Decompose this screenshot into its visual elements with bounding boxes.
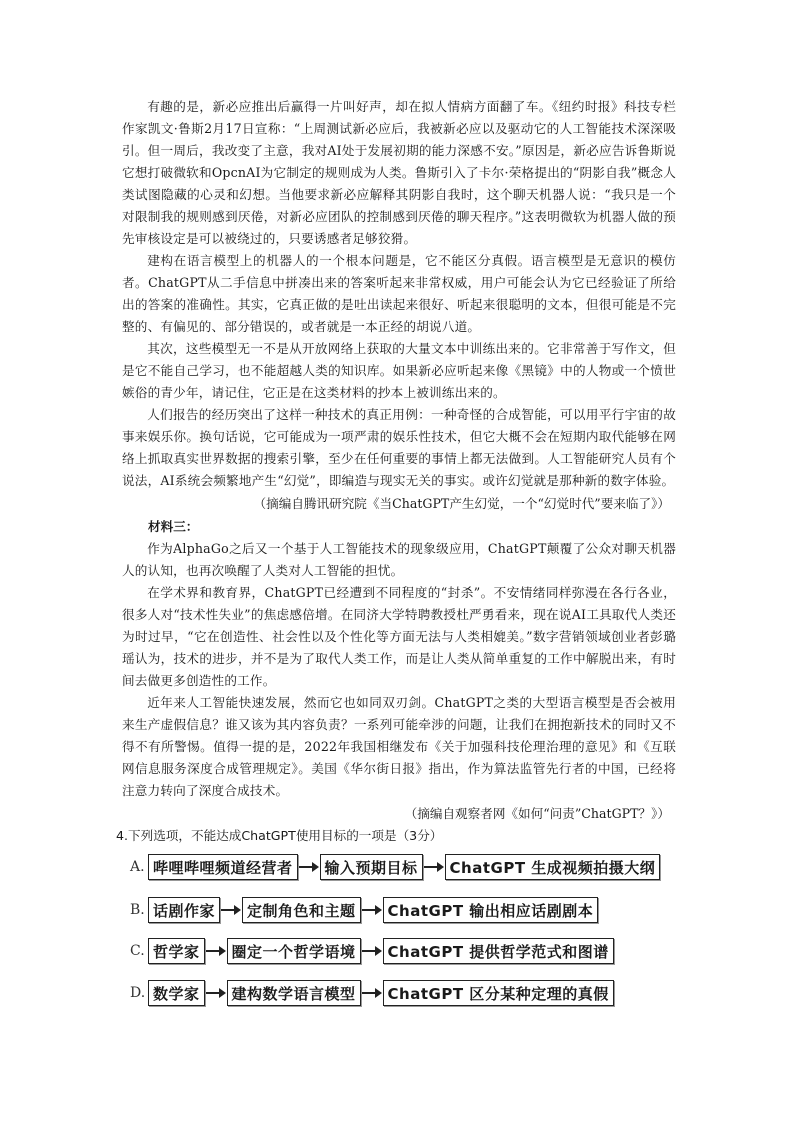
option-b[interactable] xyxy=(130,895,598,925)
paragraph-bing-hallucination: 有趣的是，新必应推出后赢得一片叫好声，却在拟人情病方面翻了车。《纽约时报》科技专栏作家凯文·鲁斯2月17日宣称：“上周测试新必应后，我被新必应以及驱动它的人工智能技术深深吸引。但一周后，我改变了主意，我对AI处于发展初期的能力深感不安。”原因是，新必应告诉鲁斯说它想打破微软和OpcnAI为它制定的规则成为人类。鲁斯引入了卡尔·荣格提出的“阴影自我”概念人类试图隐藏的心灵和幻想。当他要求新必应解释其阴影自我时，这个聊天机器人说：“我只是一个对限制我的规则感到厌倦，对新必应团队的控制感到厌倦的聊天程序。”这表明微软为机器人做的预先审核设定是可以被绕过的，只要诱感者足够狡猾。 xyxy=(122,99,676,246)
arrow-right-icon xyxy=(423,855,445,879)
option-step-box: 定制角色和主题 xyxy=(242,897,361,923)
paragraph-double-edged-sword: 近年来人工智能快速发展，然而它也如同双刃剑。ChatGPT之类的大型语言模型是否会被用来生产虚假信息？谁又该为其内容负责？一系列可能牵涉的问题，让我们在拥抱新技术的同时又不得不有所警惕。值得一提的是，2022年我国相继发布《关于加强科技伦理治理的意见》和《互联网信息服务深度合成管理规定》。美国《华尔街日报》指出，作为算法监管先行者的中国，已经将注意力转向了深度合成技术。 xyxy=(122,695,676,798)
arrow-right-icon xyxy=(205,939,227,963)
paragraph-hallucination-use-case: 人们报告的经历突出了这样一种技术的真正用例：一种奇怪的合成智能，可以用平行宇宙的故事来娱乐你。换句话说，它可能成为一项严肃的娱乐性技术，但它大概不会在短期内取代能够在网络上抓取真实世界数据的搜索引擎，至少在任何重要的事情上都无法做到。人工智能研究人员有个说法，AI系统会频繁地产生“幻觉”，即编造与现实无关的事实。或许幻觉就是那种新的数字体验。 xyxy=(122,407,676,488)
arrow-right-icon xyxy=(361,898,383,922)
arrow-right-icon xyxy=(361,939,383,963)
paragraph-alphago: 作为AlphaGo之后又一个基于人工智能技术的现象级应用，ChatGPT颠覆了公众对聊天机器人的认知，也再次唤醒了人类对人工智能的担忧。 xyxy=(122,541,676,578)
option-result-box: ChatGPT 提供哲学范式和图谱 xyxy=(383,938,614,964)
arrow-right-icon xyxy=(205,981,227,1005)
option-role-box: 哲学家 xyxy=(148,938,205,964)
option-result-box: ChatGPT 生成视频拍摄大纲 xyxy=(445,854,661,880)
option-d[interactable] xyxy=(130,978,614,1008)
material-three-heading: 材料三： xyxy=(148,519,199,534)
option-c[interactable] xyxy=(130,936,614,966)
source-citation-guancha: （摘编自观察者网《如何“问责”ChatGPT？》） xyxy=(404,806,670,821)
option-letter: D. xyxy=(130,985,146,1001)
arrow-right-icon xyxy=(361,981,383,1005)
reading-passage xyxy=(122,96,676,826)
paragraph-language-model-problem: 建构在语言模型上的机器人的一个根本问题是，它不能区分真假。语言模型是无意识的模仿者。ChatGPT从二手信息中拼凑出来的答案听起来非常权威，用户可能会认为它已经验证了所给出的答案的准确性。其实，它真正做的是吐出读起来很好、听起来很聪明的文本，但很可能是不完整的、有偏见的、部分错误的，或者就是一本正经的胡说八道。 xyxy=(122,253,676,334)
option-letter: C. xyxy=(130,943,145,959)
option-step-box: 圈定一个哲学语境 xyxy=(227,938,361,964)
option-letter: A. xyxy=(130,859,145,875)
option-step-box: 建构数学语言模型 xyxy=(227,980,361,1006)
option-role-box: 哔哩哔哩频道经营者 xyxy=(148,854,298,880)
option-result-box: ChatGPT 区分某种定理的真假 xyxy=(383,980,614,1006)
option-role-box: 数学家 xyxy=(148,980,205,1006)
question-stem: 4.下列选项，不能达成ChatGPT使用目标的一项是（3分） xyxy=(116,828,443,843)
source-citation-tencent: （摘编自腾讯研究院《当ChatGPT产生幻觉，一个“幻觉时代”要来临了》） xyxy=(253,496,670,511)
arrow-right-icon xyxy=(220,898,242,922)
option-result-box: ChatGPT 输出相应话剧剧本 xyxy=(383,897,599,923)
arrow-right-icon xyxy=(298,855,320,879)
option-role-box: 话剧作家 xyxy=(148,897,220,923)
option-a[interactable] xyxy=(130,852,660,882)
option-letter: B. xyxy=(130,902,145,918)
option-step-box: 输入预期目标 xyxy=(320,854,423,880)
paragraph-training-data: 其次，这些模型无一不是从开放网络上获取的大量文本中训练出来的。它非常善于写作文，但是它不能自己学习，也不能超越人类的知识库。如果新必应听起来像《黑镜》中的人物或一个愤世嫉俗的青少年，请记住，它正是在这类材料的抄本上被训练出来的。 xyxy=(122,341,676,400)
paragraph-academia-ban: 在学术界和教育界，ChatGPT已经遭到不同程度的“封杀”。不安情绪同样弥漫在各行各业，很多人对“技术性失业”的焦虑感倍增。在同济大学特聘教授杜严勇看来，现在说AI工具取代人类还为时过早，“它在创造性、社会性以及个性化等方面无法与人类相媲美。”数字营销领域创业者彭璐瑶认为，技术的进步，并不是为了取代人类工作，而是让人类从简单重复的工作中解脱出来，有时间去做更多创造性的工作。 xyxy=(122,585,676,688)
